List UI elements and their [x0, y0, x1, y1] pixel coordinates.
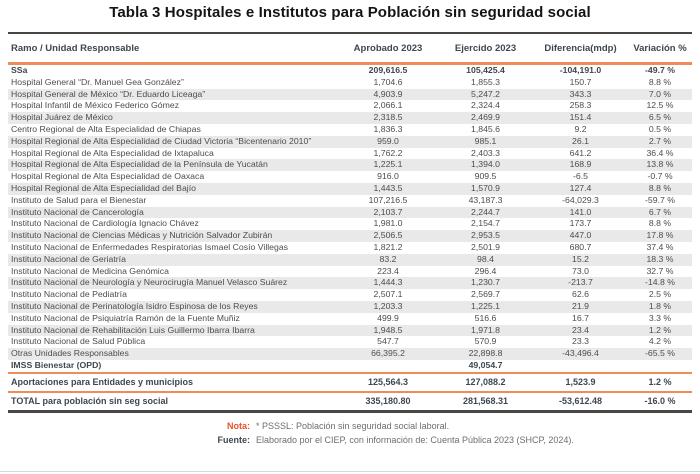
cell-unidad: Hospital Regional de Alta Especialidad de Ixtapaluca: [11, 147, 214, 158]
cell-diferencia: 150.7: [569, 76, 592, 87]
table-row: [8, 325, 692, 337]
cell-ejercido: 2,244.7: [471, 206, 500, 217]
table-row: [8, 148, 692, 160]
cell-diferencia: 173.7: [569, 218, 592, 229]
cell-variacion: 8.8 %: [648, 218, 672, 229]
cell-variacion: 1.2 %: [648, 324, 672, 335]
cell-ejercido: 2,403.3: [471, 147, 500, 158]
cell-unidad: Instituto Nacional de Neurología y Neurocirugía Manuel Velasco Suárez: [11, 277, 288, 288]
table-row: [8, 242, 692, 254]
cell-diferencia: -213.7: [568, 277, 593, 288]
table-row: [8, 77, 692, 89]
table-row: [8, 65, 692, 77]
cell-diferencia: -43,496.4: [562, 348, 599, 359]
cell-unidad: Instituto de Salud para el Bienestar: [11, 194, 147, 205]
cell-diferencia: 15.2: [572, 253, 589, 264]
cell-unidad: Instituto Nacional de Cardiología Ignacio Chávez: [11, 218, 199, 229]
table-row: [8, 254, 692, 266]
cell-aprobado: 66,395.2: [371, 348, 405, 359]
cell-diferencia: 1,523.9: [565, 376, 596, 387]
table-header-row: [8, 34, 692, 65]
footnotes: [0, 419, 700, 448]
cell-unidad: Instituto Nacional de Geriatría: [11, 253, 126, 264]
column-header-aprobado: Aprobado 2023: [353, 43, 423, 54]
cell-aprobado: 499.9: [377, 312, 399, 323]
cell-diferencia: -6.5: [573, 171, 588, 182]
cell-variacion: 18.3 %: [646, 253, 674, 264]
cell-diferencia: 641.2: [569, 147, 592, 158]
cell-diferencia: -64,029.3: [562, 194, 599, 205]
cell-unidad: Centro Regional de Alta Especialidad de Chiapas: [11, 123, 201, 134]
cell-aprobado: 125,564.3: [367, 376, 409, 387]
cell-unidad: Instituto Nacional de Psiquiatría Ramón de la Fuente Muñiz: [11, 312, 240, 323]
cell-diferencia: 16.7: [572, 312, 589, 323]
cell-diferencia: 141.0: [569, 206, 592, 217]
cell-variacion: 37.4 %: [646, 241, 674, 252]
cell-aprobado: 1,836.3: [373, 123, 403, 134]
table-row: [8, 112, 692, 124]
table-row: [8, 372, 692, 391]
cell-diferencia: -104,191.0: [559, 65, 602, 75]
cell-diferencia: 343.3: [569, 88, 592, 99]
cell-variacion: 12.5 %: [646, 100, 674, 111]
table-body: [8, 65, 692, 372]
table-row: [8, 218, 692, 230]
column-header-ejercido: Ejercido 2023: [454, 43, 517, 54]
cell-diferencia: 62.6: [572, 289, 589, 300]
table-row: [8, 159, 692, 171]
table-footer: [8, 372, 692, 413]
cell-diferencia: 9.2: [574, 123, 587, 134]
table-row: [8, 360, 692, 372]
cell-ejercido: 1,570.9: [471, 182, 500, 193]
table-row: [8, 183, 692, 195]
cell-ejercido: 2,469.9: [471, 112, 500, 123]
budget-table: [8, 32, 692, 413]
cell-variacion: 32.7 %: [646, 265, 674, 276]
cell-aprobado: 2,066.1: [373, 100, 403, 111]
cell-aprobado: 1,443.5: [373, 182, 403, 193]
cell-ejercido: 1,855.3: [471, 76, 500, 87]
cell-unidad: Instituto Nacional de Cancerología: [11, 206, 144, 217]
cell-variacion: 4.2 %: [648, 336, 672, 347]
column-header-variacion: Variación %: [633, 43, 687, 54]
cell-diferencia: -53,612.48: [558, 395, 603, 406]
cell-ejercido: 296.4: [474, 265, 497, 276]
cell-variacion: 17.8 %: [646, 230, 674, 241]
table-row: [8, 100, 692, 112]
cell-ejercido: 1,394.0: [471, 159, 500, 170]
cell-variacion: -65.5 %: [645, 348, 675, 359]
cell-ejercido: 516.6: [474, 312, 497, 323]
cell-aprobado: 223.4: [377, 265, 399, 276]
cell-ejercido: 1,845.6: [471, 123, 500, 134]
table-row: [8, 230, 692, 242]
cell-ejercido: 2,953.5: [471, 230, 500, 241]
cell-variacion: -16.0 %: [644, 395, 676, 406]
cell-ejercido: 2,154.7: [471, 218, 500, 229]
cell-aprobado: 959.0: [377, 135, 399, 146]
cell-aprobado: 1,821.2: [373, 241, 403, 252]
cell-unidad: Instituto Nacional de Medicina Genómica: [11, 265, 169, 276]
cell-ejercido: 985.1: [474, 135, 497, 146]
cell-aprobado: 1,225.1: [373, 159, 403, 170]
cell-diferencia: 23.4: [572, 324, 589, 335]
cell-diferencia: 151.4: [569, 112, 592, 123]
cell-unidad: Hospital Infantil de México Federico Gómez: [11, 100, 180, 111]
cell-unidad: Hospital General de México “Dr. Eduardo Liceaga”: [11, 88, 206, 99]
cell-diferencia: 23.3: [572, 336, 589, 347]
cell-aprobado: 1,762.2: [373, 147, 403, 158]
table-row: [8, 301, 692, 313]
cell-variacion: 6.5 %: [648, 112, 672, 123]
table-row: [8, 266, 692, 278]
cell-variacion: 1.8 %: [648, 300, 672, 311]
table-row: [8, 313, 692, 325]
table-row: [8, 136, 692, 148]
cell-unidad: Hospital Regional de Alta Especialidad de Ciudad Victoria “Bicentenario 2010”: [11, 135, 312, 146]
cell-unidad: TOTAL para población sin seg social: [11, 395, 169, 406]
cell-ejercido: 281,568.31: [462, 395, 509, 406]
cell-aprobado: 547.7: [377, 336, 399, 347]
cell-unidad: Instituto Nacional de Enfermedades Respiratorias Ismael Cosío Villegas: [11, 241, 289, 252]
cell-ejercido: 2,569.7: [471, 289, 500, 300]
cell-aprobado: 1,203.3: [373, 300, 403, 311]
cell-ejercido: 1,230.7: [471, 277, 500, 288]
cell-variacion: 2.7 %: [648, 135, 672, 146]
cell-unidad: Hospital General “Dr. Manuel Gea González”: [11, 76, 184, 87]
cell-variacion: 6.7 %: [648, 206, 672, 217]
cell-unidad: Instituto Nacional de Ciencias Médicas y Nutrición Salvador Zubirán: [11, 230, 273, 241]
cell-unidad: Hospital Regional de Alta Especialidad del Bajío: [11, 182, 196, 193]
column-header-diferencia: Diferencia(mdp): [544, 43, 617, 54]
cell-diferencia: 447.0: [569, 230, 592, 241]
cell-unidad: Hospital Regional de Alta Especialidad de la Península de Yucatán: [11, 159, 268, 170]
cell-ejercido: 1,971.8: [471, 324, 500, 335]
cell-variacion: 36.4 %: [646, 147, 674, 158]
cell-unidad: SSa: [11, 65, 28, 75]
cell-unidad: Instituto Nacional de Salud Pública: [11, 336, 146, 347]
table-row: [8, 277, 692, 289]
cell-aprobado: 4,903.9: [373, 88, 403, 99]
cell-variacion: 1.2 %: [648, 376, 672, 387]
cell-aprobado: 916.0: [377, 171, 399, 182]
cell-diferencia: 680.7: [569, 241, 592, 252]
cell-aprobado: 2,318.5: [373, 112, 403, 123]
column-header-ramo: Ramo / Unidad Responsable: [11, 43, 140, 54]
cell-unidad: Hospital Regional de Alta Especialidad de Oaxaca: [11, 171, 205, 182]
cell-aprobado: 1,948.5: [373, 324, 403, 335]
cell-unidad: Aportaciones para Entidades y municipios: [11, 376, 194, 387]
cell-ejercido: 49,054.7: [468, 359, 503, 370]
cell-variacion: 2.5 %: [648, 289, 672, 300]
nota-line: [0, 419, 700, 434]
cell-ejercido: 5,247.2: [471, 88, 500, 99]
cell-unidad: Instituto Nacional de Pediatría: [11, 289, 127, 300]
page-bottom-divider: [0, 471, 700, 472]
cell-aprobado: 2,506.5: [373, 230, 403, 241]
cell-aprobado: 1,981.0: [373, 218, 403, 229]
table-row: [8, 89, 692, 101]
cell-unidad: Otras Unidades Responsables: [11, 348, 129, 359]
cell-variacion: 13.8 %: [646, 159, 674, 170]
table-row: [8, 195, 692, 207]
cell-aprobado: 209,616.5: [368, 65, 408, 75]
cell-ejercido: 570.9: [474, 336, 497, 347]
cell-unidad: Hospital Juárez de México: [11, 112, 113, 123]
cell-ejercido: 1,225.1: [471, 300, 500, 311]
cell-ejercido: 127,088.2: [465, 376, 506, 387]
cell-variacion: -59.7 %: [645, 194, 675, 205]
cell-ejercido: 43,187.3: [468, 194, 503, 205]
cell-variacion: -0.7 %: [647, 171, 673, 182]
fuente-line: [0, 433, 700, 448]
cell-aprobado: 1,704.6: [373, 76, 403, 87]
table-row: [8, 391, 692, 410]
cell-variacion: -14.8 %: [645, 277, 675, 288]
cell-variacion: 0.5 %: [648, 123, 672, 134]
cell-aprobado: 335,180.80: [365, 395, 411, 406]
table-row: [8, 336, 692, 348]
cell-unidad: IMSS Bienestar (OPD): [11, 359, 102, 370]
cell-ejercido: 909.5: [474, 171, 497, 182]
table-row: [8, 207, 692, 219]
cell-aprobado: 2,507.1: [373, 289, 403, 300]
cell-aprobado: 107,216.5: [368, 194, 408, 205]
cell-ejercido: 2,324.4: [471, 100, 500, 111]
cell-diferencia: 258.3: [569, 100, 592, 111]
cell-aprobado: 1,444.3: [373, 277, 403, 288]
cell-variacion: -49.7 %: [645, 65, 675, 75]
cell-variacion: 8.8 %: [648, 182, 672, 193]
cell-variacion: 7.0 %: [648, 88, 672, 99]
cell-ejercido: 98.4: [477, 253, 494, 264]
page-title: Tabla 3 Hospitales e Institutos para Población sin seguridad social: [109, 4, 591, 21]
table-row: [8, 289, 692, 301]
nota-label: Nota:: [227, 420, 250, 431]
cell-diferencia: 168.9: [569, 159, 592, 170]
cell-diferencia: 21.9: [572, 300, 589, 311]
table-row: [8, 124, 692, 136]
cell-unidad: Instituto Nacional de Perinatología Isidro Espinosa de los Reyes: [11, 300, 258, 311]
cell-ejercido: 105,425.4: [466, 65, 505, 75]
fuente-text: Elaborado por el CIEP, con información de: Cuenta Pública 2023 (SHCP, 2024).: [256, 435, 574, 446]
cell-diferencia: 127.4: [569, 182, 592, 193]
cell-aprobado: 83.2: [379, 253, 397, 264]
cell-aprobado: 2,103.7: [373, 206, 403, 217]
fuente-label: Fuente:: [217, 435, 250, 446]
cell-unidad: Instituto Nacional de Rehabilitación Luis Guillermo Ibarra Ibarra: [11, 324, 255, 335]
cell-ejercido: 22,898.8: [468, 348, 503, 359]
cell-diferencia: 26.1: [572, 135, 589, 146]
table-row: [8, 171, 692, 183]
cell-diferencia: 73.0: [572, 265, 589, 276]
cell-variacion: 8.8 %: [648, 76, 672, 87]
nota-text: * PSSSL: Población sin seguridad social laboral.: [256, 420, 450, 431]
table-row: [8, 348, 692, 360]
cell-variacion: 3.3 %: [648, 312, 672, 323]
cell-ejercido: 2,501.9: [471, 241, 500, 252]
